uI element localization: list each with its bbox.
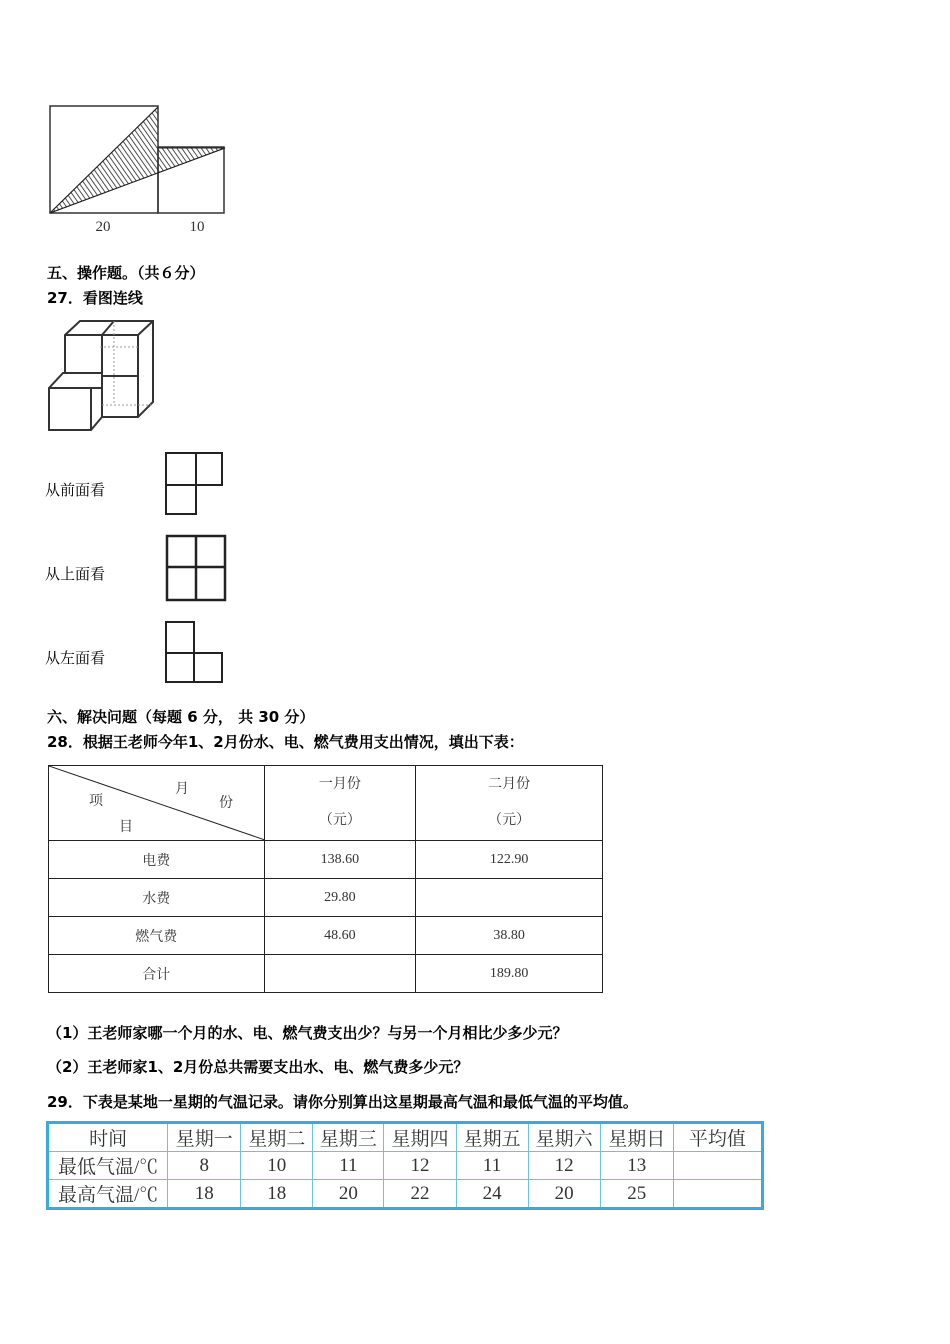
front-view-shape (160, 450, 230, 520)
figure-label-10: 10 (189, 219, 205, 235)
row-jan: 29.80 (264, 879, 416, 917)
temp-header-cell: 星期三 (313, 1123, 384, 1152)
diag-label-month: 月 (175, 782, 189, 797)
q28-sub1: （1）王老师家哪一个月的水、电、燃气费支出少？与另一个月相比少多少元？ (47, 1024, 568, 1042)
top-view-shape (160, 532, 230, 604)
q29-title: 29．下表是某地一星期的气温记录。请你分别算出这星期最高气温和最低气温的平均值。 (47, 1093, 638, 1111)
shaded-triangle-figure (40, 100, 240, 240)
left-view-shape (160, 618, 230, 688)
temp-cell: 8 (168, 1152, 241, 1180)
temp-header-cell: 平均值 (673, 1123, 762, 1152)
q28-sub2: （2）王老师家1、2月份总共需要支出水、电、燃气费多少元？ (47, 1058, 469, 1076)
section5-heading: 五、操作题。（共６分） (47, 264, 205, 282)
temp-header-cell: 星期六 (528, 1123, 600, 1152)
temp-cell: 10 (241, 1152, 313, 1180)
row-jan: 48.60 (264, 917, 416, 955)
temp-header-row (48, 1123, 763, 1152)
row-feb: 189.80 (416, 955, 603, 993)
diag-label-xiang: 项 (89, 794, 103, 809)
table-row (49, 841, 603, 879)
temp-cell: 18 (168, 1180, 241, 1209)
header-january: 一月份 （元） (264, 766, 416, 841)
header-february: 二月份 （元） (416, 766, 603, 841)
temp-cell: 25 (600, 1180, 673, 1209)
row-item: 水费 (49, 879, 265, 917)
temp-cell: 20 (528, 1180, 600, 1209)
q27-title: 27．看图连线 (47, 289, 143, 307)
temp-header-cell: 星期一 (168, 1123, 241, 1152)
view-label-front: 从前面看 (45, 481, 106, 499)
row-item: 电费 (49, 841, 265, 879)
temp-header-cell: 星期二 (241, 1123, 313, 1152)
temp-cell: 18 (241, 1180, 313, 1209)
row-feb: 122.90 (416, 841, 603, 879)
temp-cell (673, 1180, 762, 1209)
temp-header-cell: 星期四 (384, 1123, 456, 1152)
temp-cell (673, 1152, 762, 1180)
cube-stack-figure (40, 315, 160, 435)
temp-cell: 11 (456, 1152, 528, 1180)
temp-header-cell: 时间 (48, 1123, 168, 1152)
table-row (49, 917, 603, 955)
temp-high-label: 最高气温/℃ (48, 1180, 168, 1209)
view-label-top: 从上面看 (45, 565, 106, 583)
temp-cell: 12 (528, 1152, 600, 1180)
temp-high-row (48, 1180, 763, 1209)
view-label-left: 从左面看 (45, 649, 106, 667)
temp-low-row (48, 1152, 763, 1180)
diag-label-fen: 份 (219, 796, 233, 811)
row-item: 合计 (49, 955, 265, 993)
figure-label-20: 20 (95, 219, 111, 235)
temp-cell: 12 (384, 1152, 456, 1180)
row-jan: 138.60 (264, 841, 416, 879)
diagonal-header-cell (49, 766, 265, 841)
row-item: 燃气费 (49, 917, 265, 955)
table-row (49, 955, 603, 993)
temp-header-cell: 星期日 (600, 1123, 673, 1152)
temp-cell: 11 (313, 1152, 384, 1180)
table-row (49, 879, 603, 917)
row-feb: 38.80 (416, 917, 603, 955)
diag-label-mu: 目 (119, 820, 133, 835)
row-jan (264, 955, 416, 993)
temp-cell: 13 (600, 1152, 673, 1180)
temperature-table (46, 1121, 764, 1210)
q28-title: 28．根据王老师今年1、2月份水、电、燃气费用支出情况，填出下表： (47, 733, 524, 751)
temp-cell: 20 (313, 1180, 384, 1209)
temp-cell: 22 (384, 1180, 456, 1209)
temp-low-label: 最低气温/℃ (48, 1152, 168, 1180)
section6-heading: 六、解决问题（每题 6 分， 共 30 分） (47, 708, 315, 726)
row-feb (416, 879, 603, 917)
temp-cell: 24 (456, 1180, 528, 1209)
utility-bill-table (48, 765, 603, 993)
temp-header-cell: 星期五 (456, 1123, 528, 1152)
